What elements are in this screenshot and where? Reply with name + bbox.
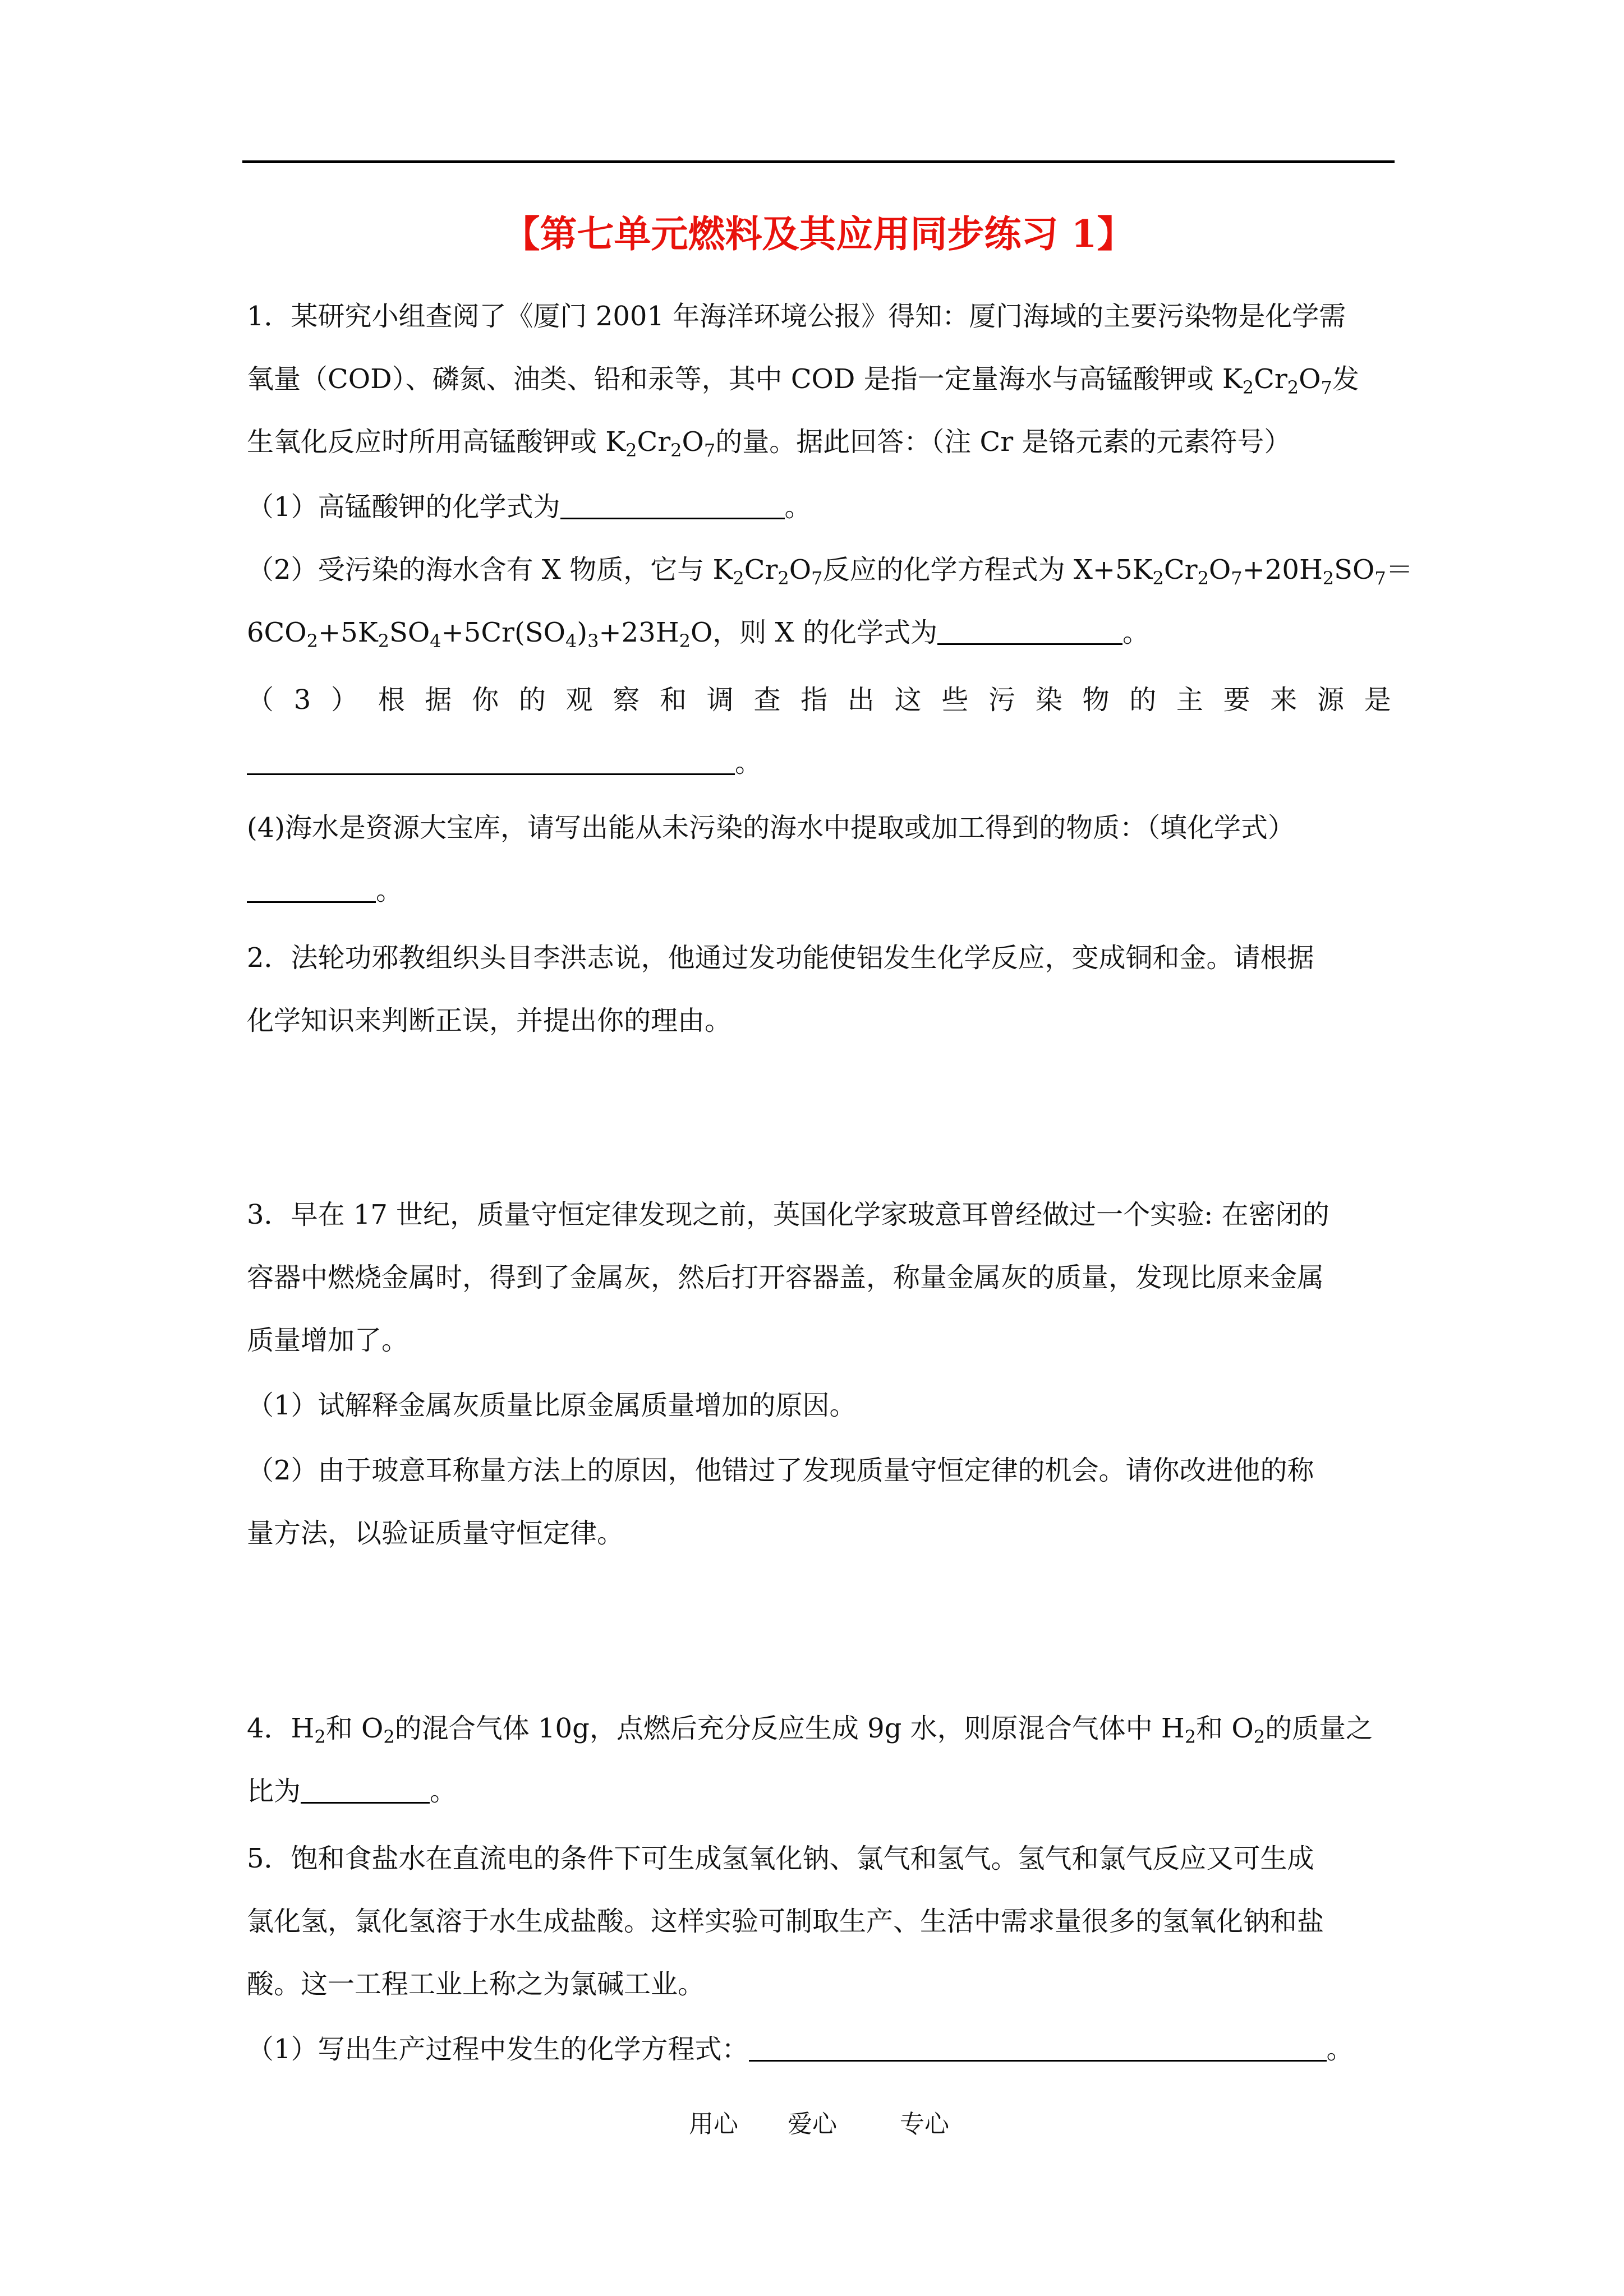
justified-char: ） bbox=[330, 684, 358, 716]
justified-char: 是 bbox=[1364, 684, 1391, 716]
q1-part3-line1 bbox=[247, 682, 1391, 718]
q1-line1: 1．某研究小组查阅了《厦门 2001 年海洋环境公报》得知：厦门海域的主要污染物是化学需 bbox=[247, 301, 1346, 332]
q3-line1: 3．早在 17 世纪，质量守恒定律发现之前，英国化学家玻意耳曾经做过一个实验: 在密闭的 bbox=[247, 1199, 1329, 1230]
q1-part4: (4)海水是资源大宝库，请写出能从未污染的海水中提取或加工得到的物质：（填化学式） bbox=[247, 812, 1295, 843]
justified-char: 调 bbox=[706, 684, 734, 716]
justified-char: 主 bbox=[1176, 684, 1203, 716]
q1-part1: （1）高锰酸钾的化学式为 。 bbox=[247, 491, 812, 523]
footer-text-3: 专心 bbox=[900, 2110, 949, 2138]
justified-char: 据 bbox=[425, 684, 452, 716]
q5-line3: 酸。这一工程工业上称之为氯碱工业。 bbox=[247, 1968, 705, 2000]
justified-char: 些 bbox=[941, 684, 969, 716]
justified-char: 染 bbox=[1035, 684, 1062, 716]
q5-part1: （1）写出生产过程中发生的化学方程式： 。 bbox=[247, 2034, 1354, 2065]
q1-part4-answer: 。 bbox=[247, 873, 403, 909]
justified-char: 出 bbox=[847, 684, 875, 716]
q5-line1: 5．饱和食盐水在直流电的条件下可生成氢氧化钠、氯气和氢气。氢气和氯气反应又可生成 bbox=[247, 1843, 1314, 1874]
justified-char: 观 bbox=[565, 684, 593, 716]
answer-blank[interactable] bbox=[560, 493, 785, 519]
justified-char: 的 bbox=[518, 684, 546, 716]
justified-char: 指 bbox=[801, 684, 828, 716]
q3-part1: （1）试解释金属灰质量比原金属质量增加的原因。 bbox=[247, 1390, 857, 1421]
justified-char: 你 bbox=[472, 684, 499, 716]
justified-char: 查 bbox=[753, 684, 781, 716]
justified-char: 根 bbox=[378, 684, 405, 716]
justified-char: 要 bbox=[1223, 684, 1250, 716]
answer-blank[interactable] bbox=[749, 2035, 1327, 2062]
q3-part2-line1: （2）由于玻意耳称量方法上的原因，他错过了发现质量守恒定律的机会。请你改进他的称 bbox=[247, 1455, 1314, 1486]
header-rule bbox=[242, 160, 1395, 163]
justified-char: 3 bbox=[293, 684, 311, 716]
justified-char: 察 bbox=[613, 684, 640, 716]
q2-line1: 2．法轮功邪教组织头目李洪志说，他通过发功能使铝发生化学反应，变成铜和金。请根据 bbox=[247, 942, 1314, 974]
q1-part3-line2: 。 bbox=[247, 745, 762, 781]
page-title: 【第七单元燃料及其应用同步练习 1】 bbox=[503, 212, 1134, 256]
justified-char: 的 bbox=[1129, 684, 1157, 716]
justified-char: 源 bbox=[1317, 684, 1345, 716]
answer-blank[interactable] bbox=[247, 877, 376, 903]
justified-char: 这 bbox=[894, 684, 922, 716]
answer-blank[interactable] bbox=[937, 619, 1122, 645]
footer-text-1: 用心 bbox=[689, 2110, 738, 2138]
justified-char: （ bbox=[247, 684, 274, 716]
q3-part2-line2: 量方法，以验证质量守恒定律。 bbox=[247, 1518, 624, 1549]
answer-blank[interactable] bbox=[301, 1777, 430, 1804]
q1-part2-line2: $6CO_2+5K_2SO_4+5Cr(SO_4)_3+23H_2O$，则 X 的化学式为 。 bbox=[247, 617, 1149, 652]
justified-char: 物 bbox=[1082, 684, 1110, 716]
q5-line2: 氯化氢，氯化氢溶于水生成盐酸。这样实验可制取生产、生活中需求量很多的氢氧化钠和盐 bbox=[247, 1906, 1324, 1937]
justified-char: 污 bbox=[988, 684, 1016, 716]
footer-text-2: 爱心 bbox=[788, 2110, 837, 2138]
q1-line2: 氧量（COD）、磷氮、油类、铅和汞等，其中 COD 是指一定量海水与高锰酸钾或 $K_2Cr_2O_7$发 bbox=[247, 363, 1359, 398]
q2-line2: 化学知识来判断正误，并提出你的理由。 bbox=[247, 1005, 732, 1036]
q1-part2-line1: （2）受污染的海水含有 X 物质，它与 $K_2Cr_2O_7$反应的化学方程式为 $X+5K_2Cr_2O_7+20H_2SO_7=$ bbox=[247, 554, 1413, 589]
q1-line3: 生氧化反应时所用高锰酸钾或 $K_2Cr_2O_7$的量。据此回答：（注 Cr 是铬元素的元素符号） bbox=[247, 426, 1291, 461]
q3-line2: 容器中燃烧金属时，得到了金属灰，然后打开容器盖，称量金属灰的质量，发现比原来金属 bbox=[247, 1262, 1324, 1293]
answer-blank[interactable] bbox=[247, 749, 735, 775]
justified-char: 和 bbox=[660, 684, 687, 716]
q4-line1: 4．$H_2$和 $O_2$的混合气体 10g，点燃后充分反应生成 9g 水，则原混合气体中 $H_2$和 $O_2$的质量之 bbox=[247, 1713, 1373, 1748]
q4-line2: 比为 。 bbox=[247, 1776, 457, 1807]
q3-line3: 质量增加了。 bbox=[247, 1325, 409, 1356]
justified-char: 来 bbox=[1270, 684, 1298, 716]
